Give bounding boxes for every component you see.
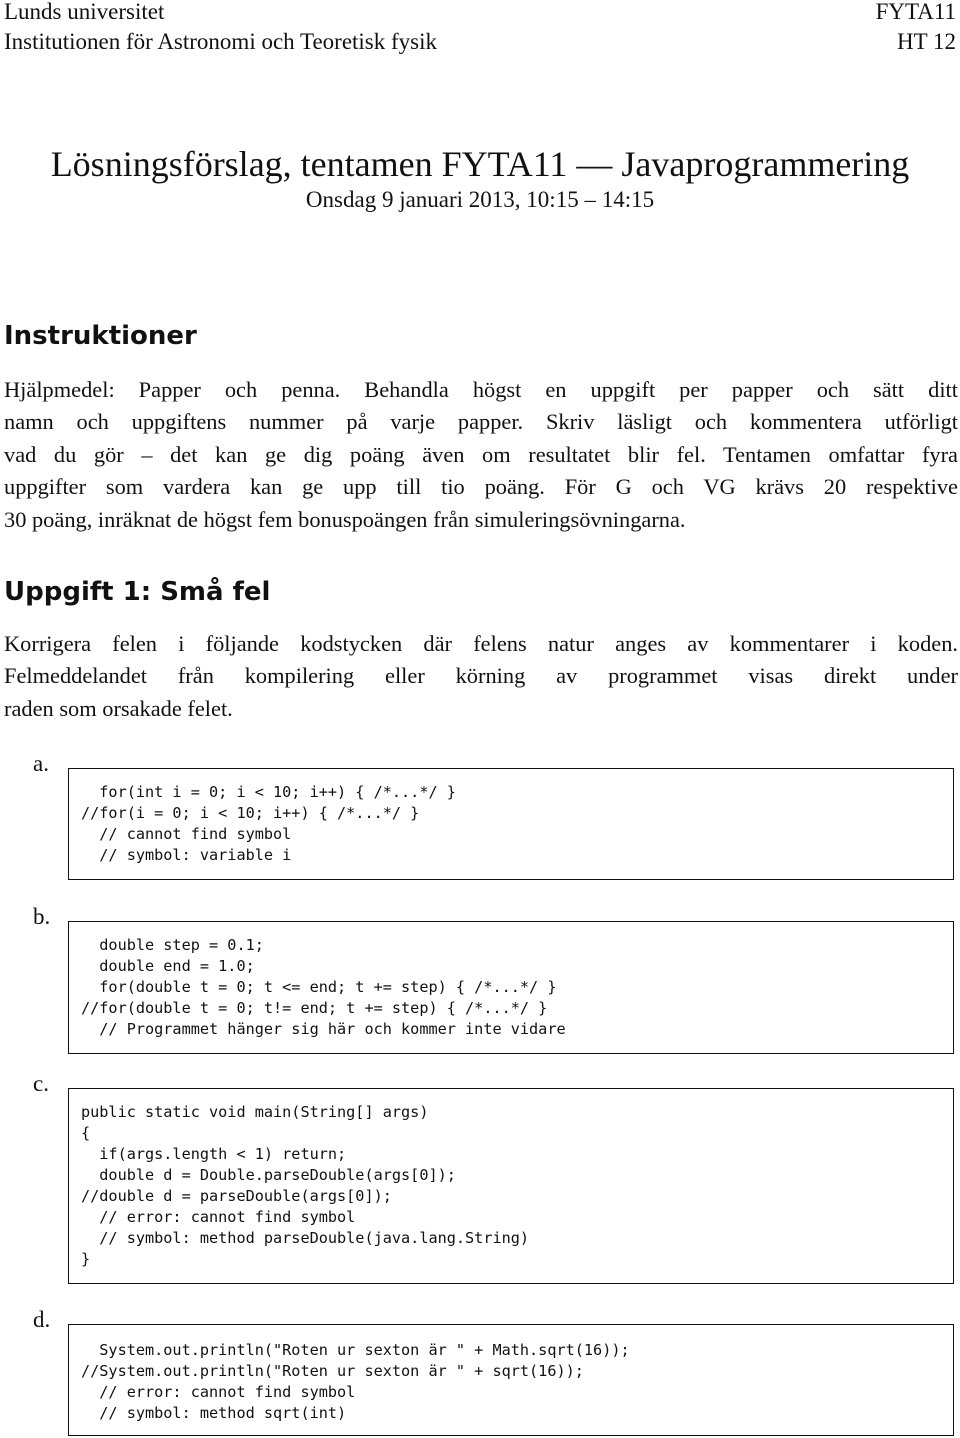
instructions-paragraph [4,374,958,536]
document-title: Lösningsförslag, tentamen FYTA11 — Javaprogrammering [50,144,910,184]
task1-line: raden som orsakade felet. [4,695,233,721]
instructions-line: uppgifter som vardera kan ge upp till tio poäng. För G och VG krävs 20 respektive [4,474,958,500]
item-label-b: b. [33,904,51,929]
code-text-b: double step = 0.1; double end = 1.0; for(double t = 0; t <= end; t += step) { /*...*/ } //for(double t = 0; t!= end; t += step) { /*...*/ } // Programmet hänger sig här och kommer inte vidare [81,936,566,1038]
instructions-line: namn och uppgiftens nummer på varje papper. Skriv läsligt och kommentera utförligt [4,409,958,435]
task1-line: Felmeddelandet från kompilering eller körning av programmet visas direkt under [4,663,958,689]
university-name: Lunds universitet [4,0,165,24]
code-text-d: System.out.println("Roten ur sexton är " + Math.sqrt(16)); //System.out.println("Roten ur sexton är " + sqrt(16)); // error: cannot find symbol // symbol: method sqrt(int) [81,1341,630,1422]
header-left [4,0,437,56]
code-block-c [68,1088,954,1284]
term: HT 12 [897,29,956,54]
instructions-heading: Instruktioner [4,321,197,351]
document-subtitle: Onsdag 9 januari 2013, 10:15 – 14:15 [305,187,655,212]
item-label-d: d. [33,1307,51,1332]
item-label-a: a. [33,751,49,776]
code-text-a: for(int i = 0; i < 10; i++) { /*...*/ } //for(i = 0; i < 10; i++) { /*...*/ } // cannot find symbol // symbol: variable i [81,783,456,864]
department-name: Institutionen för Astronomi och Teoretisk fysik [4,29,438,54]
instructions-line: 30 poäng, inräknat de högst fem bonuspoängen från simuleringsövningarna. [4,506,686,532]
code-text-c: public static void main(String[] args) { if(args.length < 1) return; double d = Double.parseDouble(args[0]); //double d = parseDouble(args[0]); // error: cannot find symbol // symbol: method parseDouble(java.lang.String) } [81,1103,530,1268]
code-block-a [68,768,954,880]
instructions-line: Hjälpmedel: Papper och penna. Behandla högst en uppgift per papper och sätt ditt [4,377,958,402]
task1-paragraph [4,628,958,725]
task1-line: Korrigera felen i följande kodstycken där felens natur anges av kommentarer i koden. [4,631,958,656]
code-block-b [68,921,954,1054]
instructions-line: vad du gör – det kan ge dig poäng även om resultatet blir fel. Tentamen omfattar fyra [4,441,958,467]
course-code: FYTA11 [875,0,956,24]
task1-heading: Uppgift 1: Små fel [4,577,271,607]
header-right [876,0,956,56]
code-block-d [68,1324,954,1436]
item-label-c: c. [33,1071,49,1096]
